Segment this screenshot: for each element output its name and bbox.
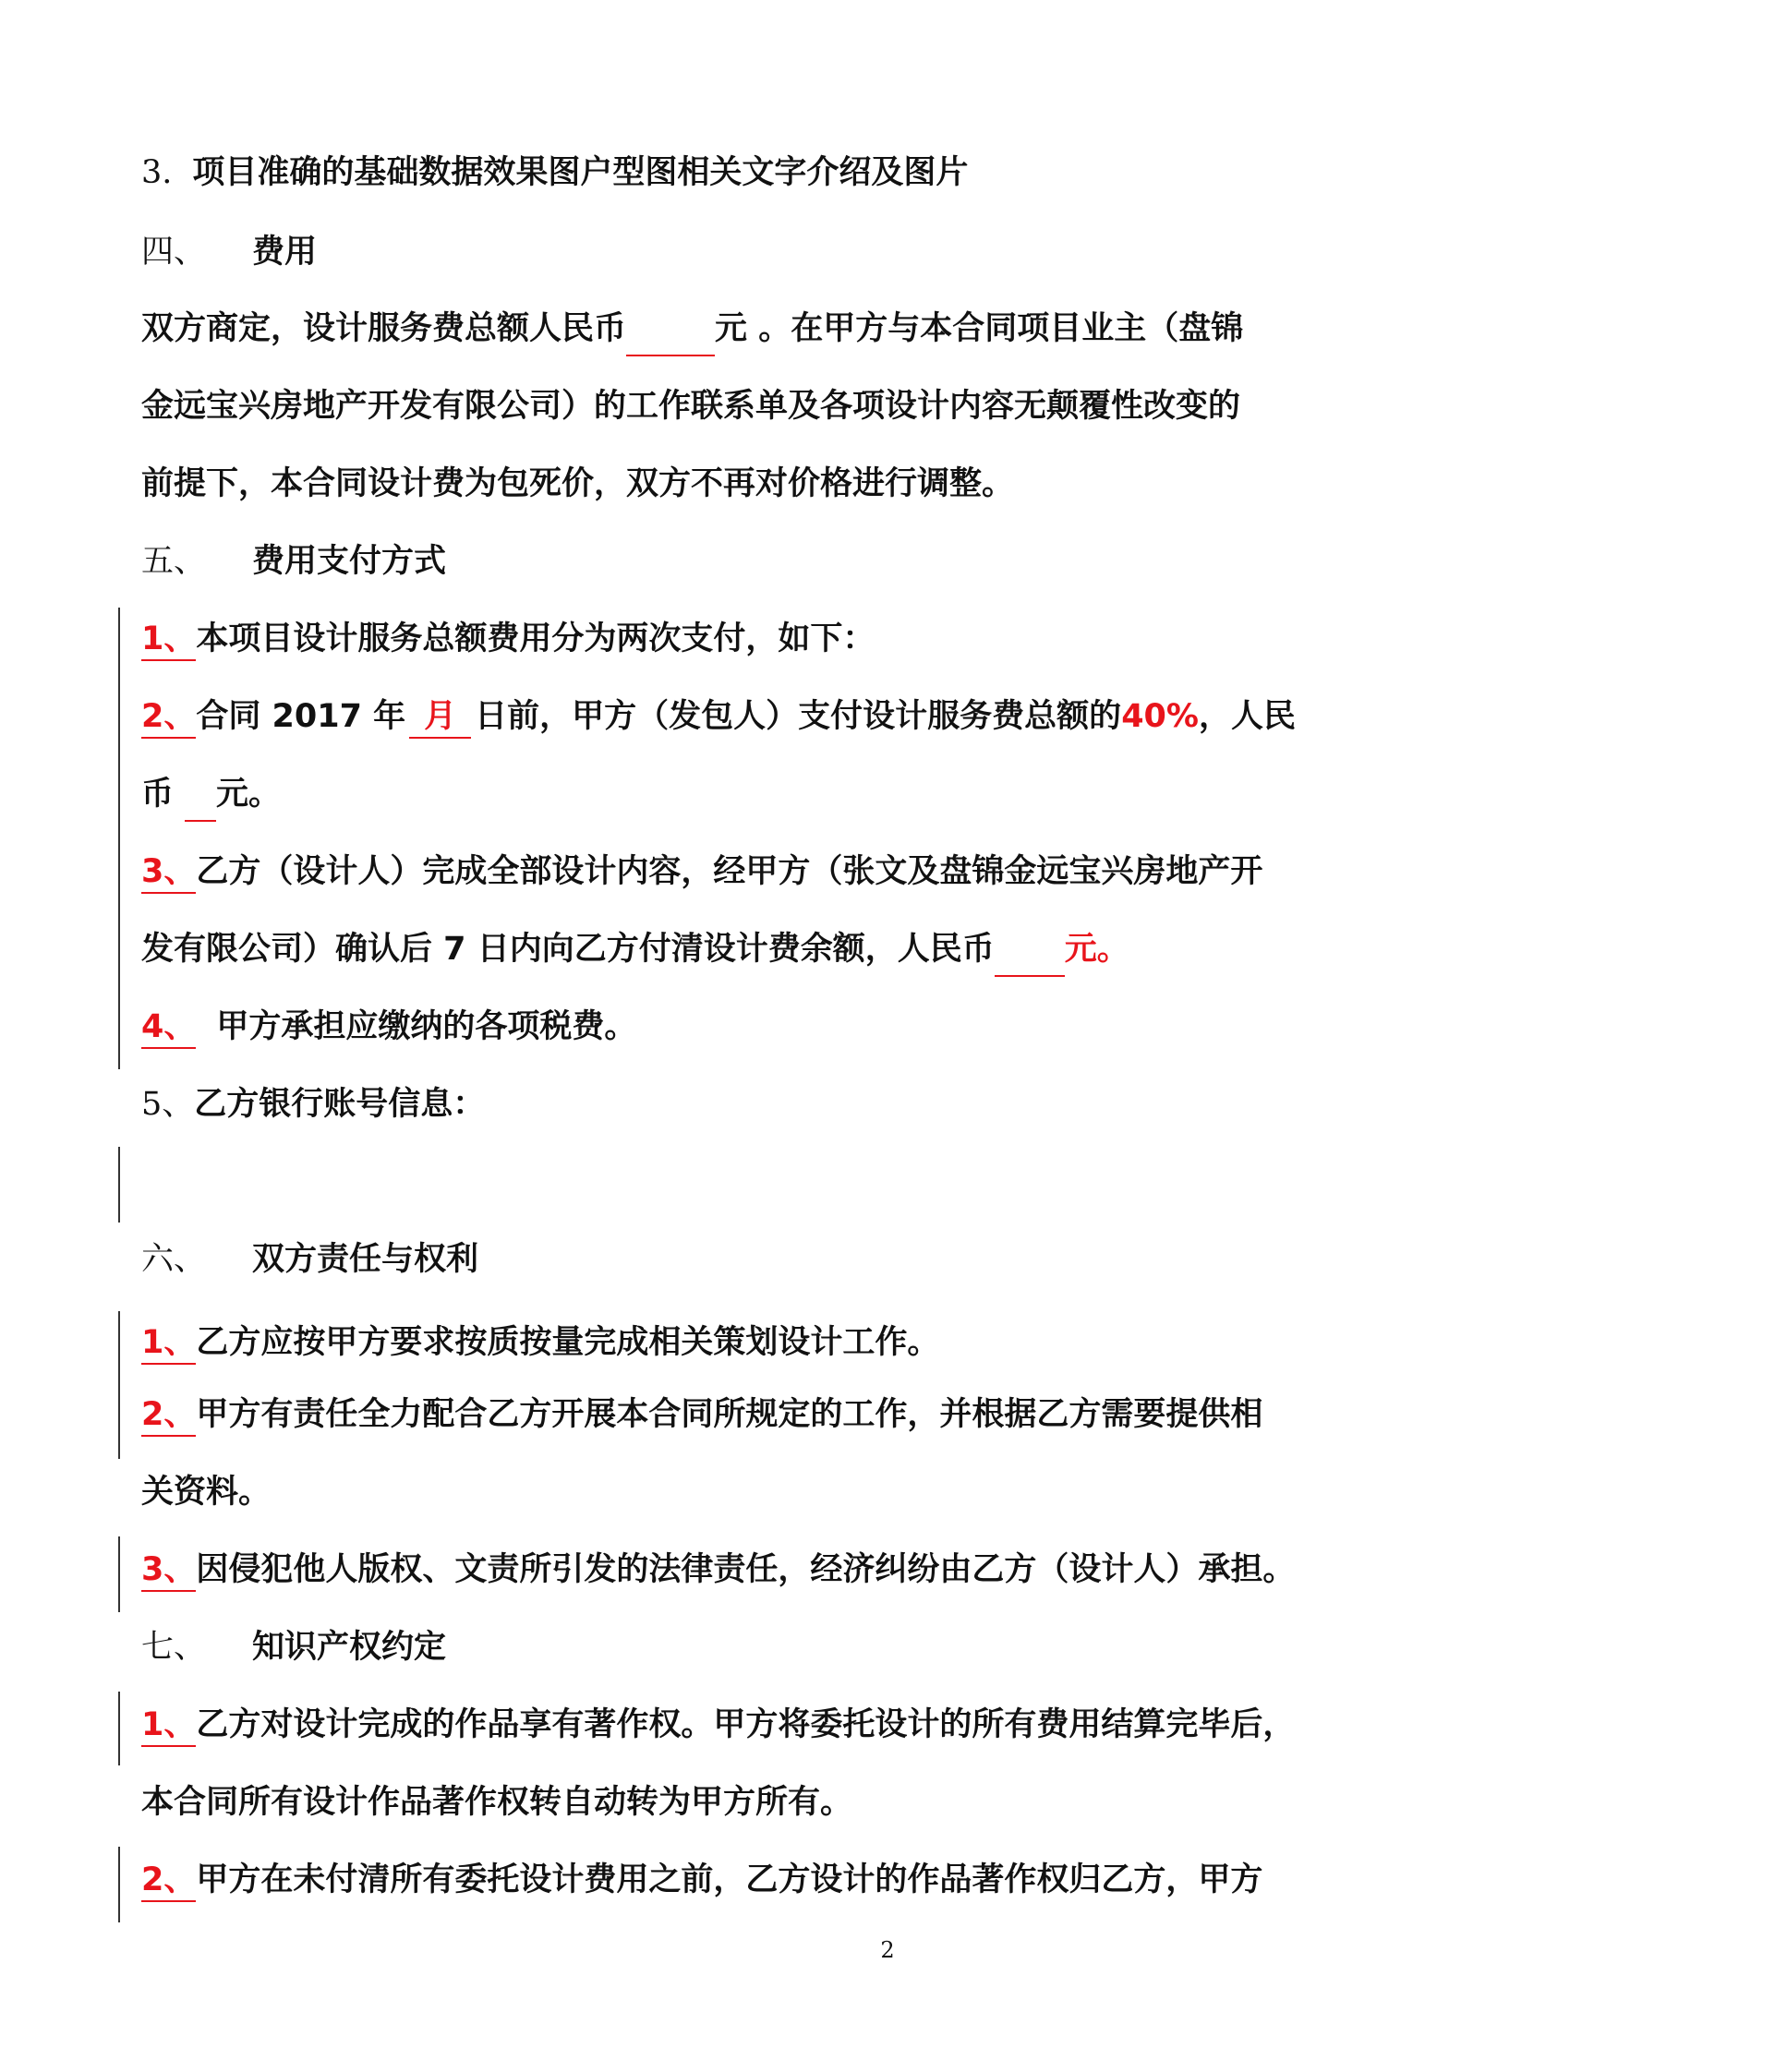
item-number: 2、 xyxy=(141,696,196,739)
item-text: 乙方（设计人）完成全部设计内容，经甲方（张文及盘锦金远宝兴房地产开 xyxy=(196,853,1263,890)
duties-heading-number: 六、 xyxy=(141,1241,207,1278)
payment-heading-text: 费用支付方式 xyxy=(252,543,447,580)
page-number: 2 xyxy=(880,1937,895,1963)
item-number: 3、 xyxy=(141,851,196,894)
item-text: 发有限公司）确认后 7 日内向乙方付清设计费余额，人民币 xyxy=(141,931,995,968)
revision-bar xyxy=(118,1311,120,1459)
payment-heading xyxy=(141,534,1498,589)
item-number: 1、 xyxy=(141,619,196,661)
revision-bar xyxy=(118,1536,120,1612)
duties-heading xyxy=(141,1232,1498,1287)
item-3-text: 项目准确的基础数据效果图户型图相关文字介绍及图片 xyxy=(192,154,969,191)
ip-heading xyxy=(141,1620,1498,1675)
item-text: 日前，甲方（发包人）支付设计服务费总额的 xyxy=(475,698,1122,735)
duties-heading-text: 双方责任与权利 xyxy=(252,1241,479,1278)
ip-item-1 xyxy=(141,1697,1498,1753)
item-text: 乙方银行账号信息： xyxy=(194,1086,486,1123)
duties-item-2-cont: 关资料。 xyxy=(141,1474,272,1511)
revision-bar xyxy=(118,1847,120,1922)
item-text: 本项目设计服务总额费用分为两次支付，如下： xyxy=(196,620,875,657)
item-text: 甲方承担应缴纳的各项税费。 xyxy=(216,1008,637,1045)
item-number: 1、 xyxy=(141,1705,196,1747)
item-number: 3、 xyxy=(141,1549,196,1592)
payment-item-1 xyxy=(141,611,1498,667)
fees-heading xyxy=(141,224,1498,280)
fees-line-1 xyxy=(141,301,1498,356)
duties-item-1 xyxy=(141,1315,1498,1370)
month-field: 月 xyxy=(409,696,471,739)
fees-heading-text: 费用 xyxy=(252,234,318,271)
item-text: 元。 xyxy=(216,776,282,813)
item-text: 甲方有责任全力配合乙方开展本合同所规定的工作，并根据乙方需要提供相 xyxy=(196,1396,1263,1433)
ip-item-1-cont: 本合同所有设计作品著作权转自动转为甲方所有。 xyxy=(141,1784,853,1821)
percentage: 40% xyxy=(1121,698,1199,735)
revision-bar xyxy=(118,1147,120,1223)
item-text: 因侵犯他人版权、文责所引发的法律责任，经济纠纷由乙方（设计人）承担。 xyxy=(196,1551,1296,1588)
item-number: 2、 xyxy=(141,1394,196,1437)
payment-heading-number: 五、 xyxy=(141,543,207,580)
fees-text: 双方商定，设计服务费总额人民币 xyxy=(141,310,627,347)
item-text: 乙方对设计完成的作品享有著作权。甲方将委托设计的所有费用结算完毕后， xyxy=(196,1706,1296,1743)
item-text: 币 xyxy=(141,776,175,813)
amount-blank xyxy=(995,934,1065,977)
revision-bar xyxy=(118,608,120,1069)
item-3-line xyxy=(141,145,1498,200)
item-number: 5、 xyxy=(141,1086,195,1123)
payment-item-3 xyxy=(141,844,1498,899)
fees-heading-number: 四、 xyxy=(141,234,207,271)
payment-item-2-cont xyxy=(141,766,1498,822)
amount-blank xyxy=(626,314,715,356)
item-text: 乙方应按甲方要求按质按量完成相关策划设计工作。 xyxy=(196,1324,940,1361)
revision-bar xyxy=(118,1692,120,1765)
item-text: 元。 xyxy=(1064,931,1129,968)
payment-item-2 xyxy=(141,689,1498,744)
item-text: 合同 2017 年 xyxy=(196,698,406,735)
item-text: 甲方在未付清所有委托设计费用之前，乙方设计的作品著作权归乙方，甲方 xyxy=(196,1861,1263,1898)
payment-item-3-cont xyxy=(141,922,1498,977)
item-number: 4、 xyxy=(141,1006,196,1049)
payment-item-5 xyxy=(141,1077,1498,1132)
fees-text: 元 。在甲方与本合同项目业主（盘锦 xyxy=(715,310,1244,347)
item-text: ，人民 xyxy=(1198,698,1296,735)
amount-blank xyxy=(185,779,216,822)
payment-item-4 xyxy=(141,999,1498,1054)
ip-heading-text: 知识产权约定 xyxy=(252,1629,447,1666)
fees-line-3: 前提下，本合同设计费为包死价，双方不再对价格进行调整。 xyxy=(141,465,1015,502)
item-number: 2、 xyxy=(141,1860,196,1902)
duties-item-2 xyxy=(141,1387,1498,1442)
duties-item-3 xyxy=(141,1542,1498,1597)
item-3-number: 3. xyxy=(141,154,173,191)
ip-item-2 xyxy=(141,1852,1498,1908)
item-number: 1、 xyxy=(141,1322,196,1365)
fees-line-2: 金远宝兴房地产开发有限公司）的工作联系单及各项设计内容无颠覆性改变的 xyxy=(141,388,1241,425)
ip-heading-number: 七、 xyxy=(141,1629,207,1666)
